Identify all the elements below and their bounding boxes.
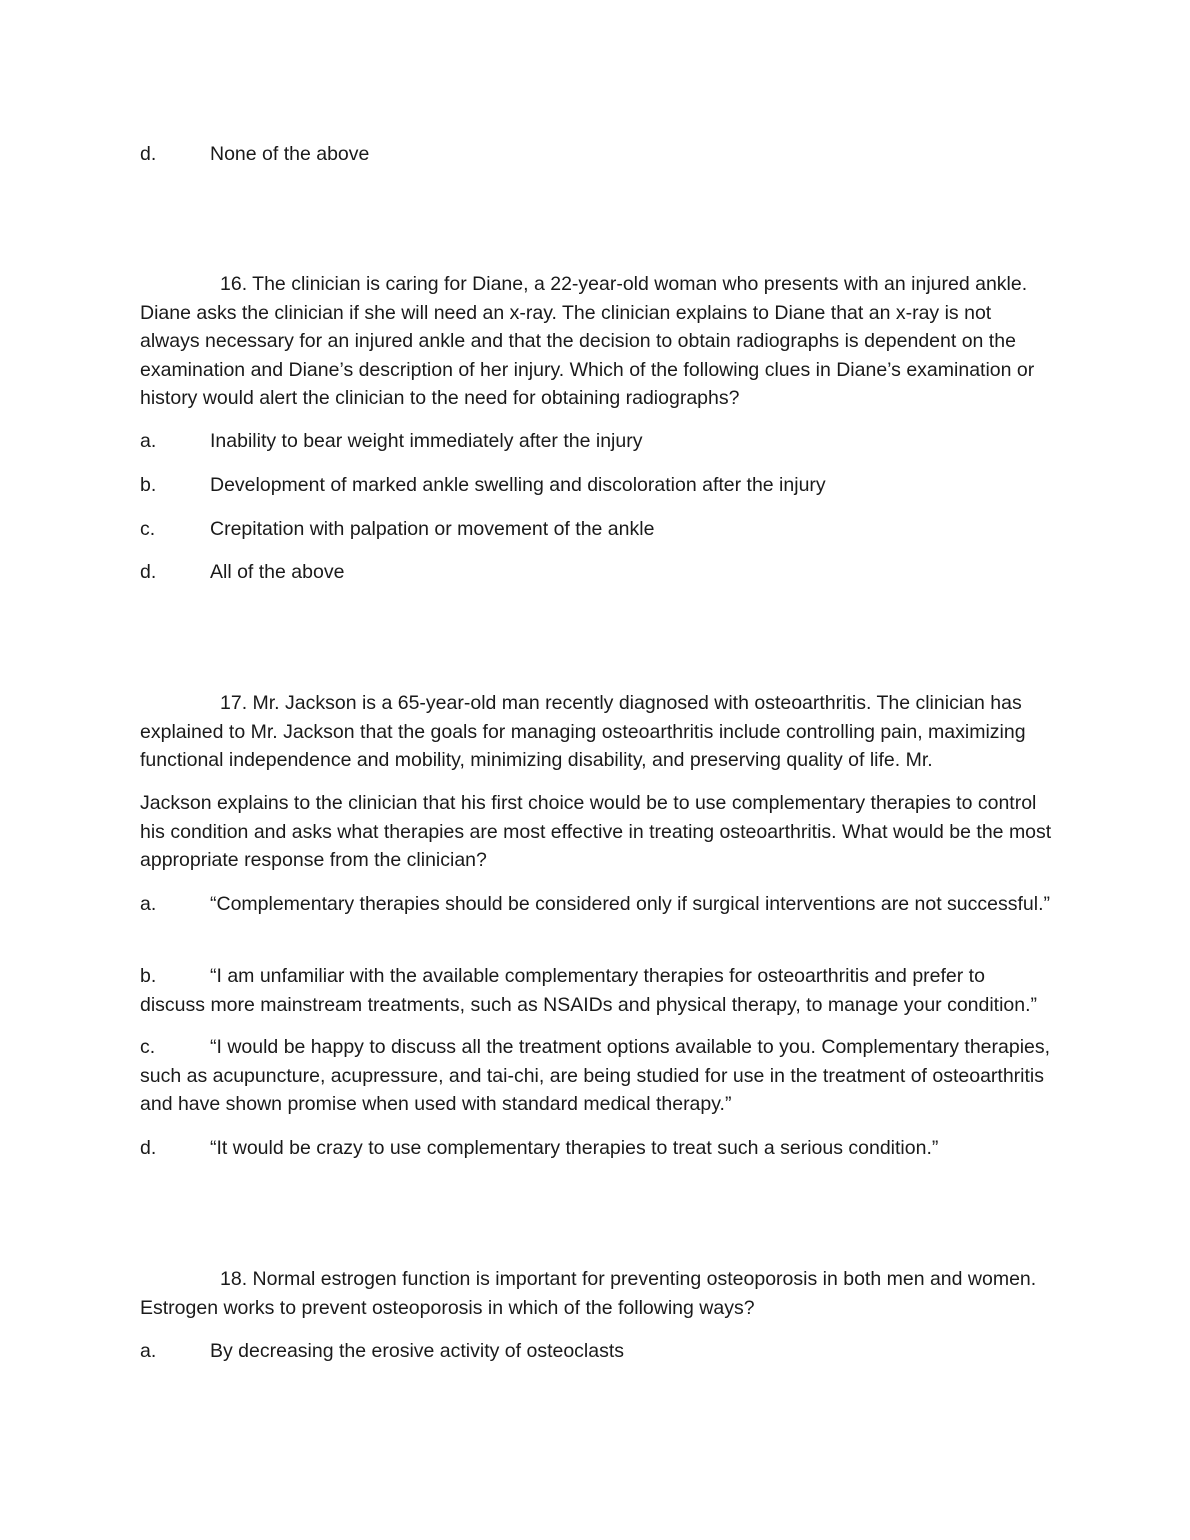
q16-option-d-text: All of the above: [210, 561, 345, 583]
q17-option-a-letter: a.: [140, 893, 157, 915]
q17-option-b-letter: b.: [140, 965, 157, 987]
q17-option-b: [140, 962, 1055, 1019]
q16-stem: 16. The clinician is caring for Diane, a 22-year-old woman who presents with an injured ankle. Diane asks the clinician if she will need an x-ray. The clinician explains to Diane that an x-ray is not always necessary for an injured ankle and that the decision to obtain radiographs is dependent on the examination and Diane’s description of her injury. Which of the following clues in Diane’s examination or history would alert the clinician to the need for obtaining radiographs?: [140, 273, 1035, 409]
q17-option-d-letter: d.: [140, 1137, 157, 1159]
q17-option-c-letter: c.: [140, 1036, 156, 1058]
q16-option-b-letter: b.: [140, 474, 157, 496]
q17-option-c: [140, 1033, 1055, 1119]
q18-option-a-letter: a.: [140, 1340, 157, 1362]
q17-option-d-text: “It would be crazy to use complementary therapies to treat such a serious condition.”: [210, 1137, 939, 1159]
q17-option-a: [140, 890, 1055, 919]
q16-option-a-text: Inability to bear weight immediately after the injury: [210, 430, 643, 452]
q16-option-a-letter: a.: [140, 430, 157, 452]
q17-option-b-text: “I am unfamiliar with the available complementary therapies for osteoarthritis and prefer to discuss more mainstream treatments, such as NSAIDs and physical therapy, to manage your condition.”: [140, 965, 1038, 1016]
q16-option-d-letter: d.: [140, 561, 157, 583]
q16-option-b-text: Development of marked ankle swelling and discoloration after the injury: [210, 474, 826, 496]
q15-option-d-text: None of the above: [210, 143, 370, 165]
q17-option-c-text: “I would be happy to discuss all the treatment options available to you. Complementary therapies, such as acupuncture, acupressure, and tai-chi, are being studied for use in the treatment of osteoarthritis and have shown promise when used with standard medical therapy.”: [140, 1036, 1051, 1115]
q17-stem-part2: Jackson explains to the clinician that his first choice would be to use complementary therapies to control his condition and asks what therapies are most effective in treating osteoarthritis. What would be the most appropriate response from the clinician?: [140, 792, 1052, 871]
q16-option-c-letter: c.: [140, 518, 156, 540]
q16-option-c-text: Crepitation with palpation or movement of the ankle: [210, 518, 655, 540]
q18-stem: 18. Normal estrogen function is important for preventing osteoporosis in both men and women. Estrogen works to prevent osteoporosis in which of the following ways?: [140, 1268, 1037, 1319]
q18-option-a-text: By decreasing the erosive activity of osteoclasts: [210, 1340, 625, 1362]
q17-option-a-text: “Complementary therapies should be considered only if surgical interventions are not successful.”: [210, 893, 1051, 915]
q15-option-d-letter: d.: [140, 143, 157, 165]
q17-stem-part1: 17. Mr. Jackson is a 65-year-old man recently diagnosed with osteoarthritis. The clinician has explained to Mr. Jackson that the goals for managing osteoarthritis include controlling pain, maximizing functional independence and mobility, minimizing disability, and preserving quality of life. Mr.: [140, 692, 1026, 771]
